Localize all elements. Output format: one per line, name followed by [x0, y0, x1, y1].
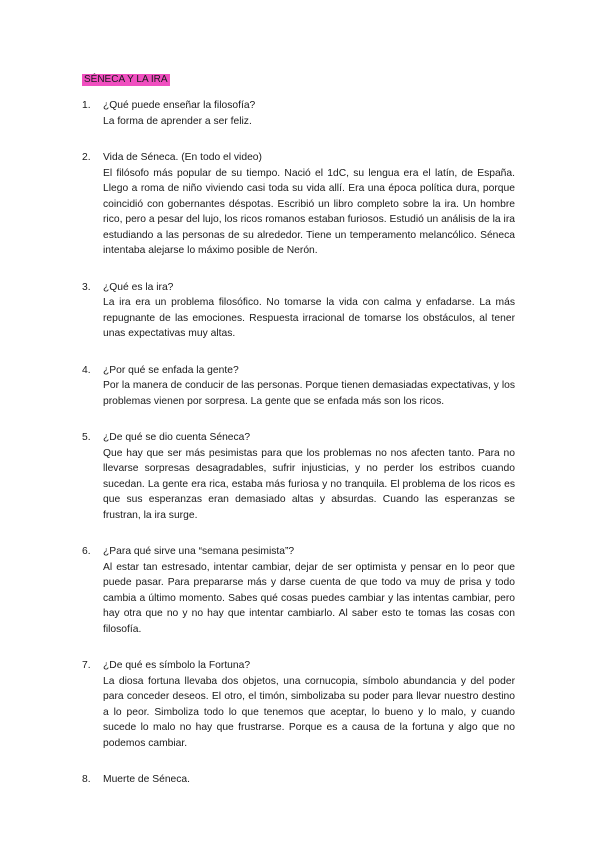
item-question: ¿De qué es símbolo la Fortuna?: [103, 660, 251, 671]
item-question: ¿Por qué se enfada la gente?: [103, 364, 239, 376]
item-answer: Que hay que ser más pesimistas para que los problemas no nos afecten tanto. Para no llevarse sorpresas desagradables, sufrir injusticias, y no perder los estribos cuando sucedan. La gente era rica, estaba más furiosa y no tranquila. El problema de los ricos es que sus esperanzas eran demasiado altas y absurdas. Cuando las esperanzas se frustran, la ira surge.: [103, 447, 515, 521]
item-answer: Al estar tan estresado, intentar cambiar, dejar de ser optimista y pensar en lo peor que puede pasar. Para prepararse más y darse cuenta de que todo va muy de prisa y todo cambia a último momento. Sabes qué cosas puedes cambiar y las intentas cambiar, pero hay otra que no y no hay que intentar cambiarlo. Al saber esto te tomas las cosas con filosofía.: [103, 561, 515, 635]
item-question: ¿De qué se dio cuenta Séneca?: [103, 432, 251, 443]
item-question: Vida de Séneca. (En todo el video): [103, 152, 262, 163]
list-item: [82, 363, 515, 410]
list-item: [82, 658, 515, 751]
item-answer: El filósofo más popular de su tiempo. Nació el 1dC, su lengua era el latín, de España. Llego a roma de niño viviendo casi toda su vida allí. Era una época política dura, porque coincidió con gobernantes déspotas. Escribió un libro completo sobre la ira. Un hombre rico, pero a pesar del lujo, los ricos romanos estaban furiosos. Estudió un análisis de la ira estudiando a las personas de su alrededor. Tiene un temperamento melancólico. Séneca intentaba alejarse lo máximo posible de Nerón.: [103, 167, 515, 256]
item-number: 6.: [82, 546, 91, 557]
item-question: ¿Qué puede enseñar la filosofía?: [103, 100, 256, 111]
item-question: Muerte de Séneca.: [103, 774, 191, 785]
item-answer: La forma de aprender a ser feliz.: [103, 115, 252, 127]
list-item: [82, 98, 515, 129]
item-answer: Por la manera de conducir de las personas. Porque tienen demasiadas expectativas, y los problemas vienen por sorpresa. La gente que se enfada más son los ricos.: [103, 380, 515, 407]
list-item: [82, 544, 515, 637]
item-question: ¿Qué es la ira?: [103, 281, 174, 293]
document-title: SÉNECA Y LA IRA: [84, 74, 168, 85]
item-number: 8.: [82, 774, 91, 785]
item-number: 1.: [82, 100, 91, 111]
item-number: 3.: [82, 281, 91, 293]
item-question: ¿Para qué sirve una “semana pesimista”?: [103, 546, 295, 557]
list-item: [82, 280, 515, 342]
item-answer: La diosa fortuna llevaba dos objetos, una cornucopia, símbolo abundancia y del poder para conceder deseos. El otro, el timón, simbolizaba su poder para llevar nuestro destino a lo peor. Simboliza todo lo que tenemos que aceptar, lo bueno y lo malo, y cuando sucede lo malo no hay que frustrarse. Porque es a causa de la fortuna y algo que no podemos cambiar.: [103, 675, 515, 749]
list-item: [82, 772, 515, 788]
item-number: 7.: [82, 660, 91, 671]
item-answer: La ira era un problema filosófico. No tomarse la vida con calma y enfadarse. La más repugnante de las emociones. Respuesta irracional de tomarse los obstáculos, al tener unas expectativas muy altas.: [103, 297, 515, 339]
item-number: 4.: [82, 364, 91, 376]
list-item: [82, 150, 515, 259]
item-number: 2.: [82, 152, 91, 163]
list-item: [82, 430, 515, 523]
question-list: [82, 98, 515, 809]
item-number: 5.: [82, 432, 91, 443]
